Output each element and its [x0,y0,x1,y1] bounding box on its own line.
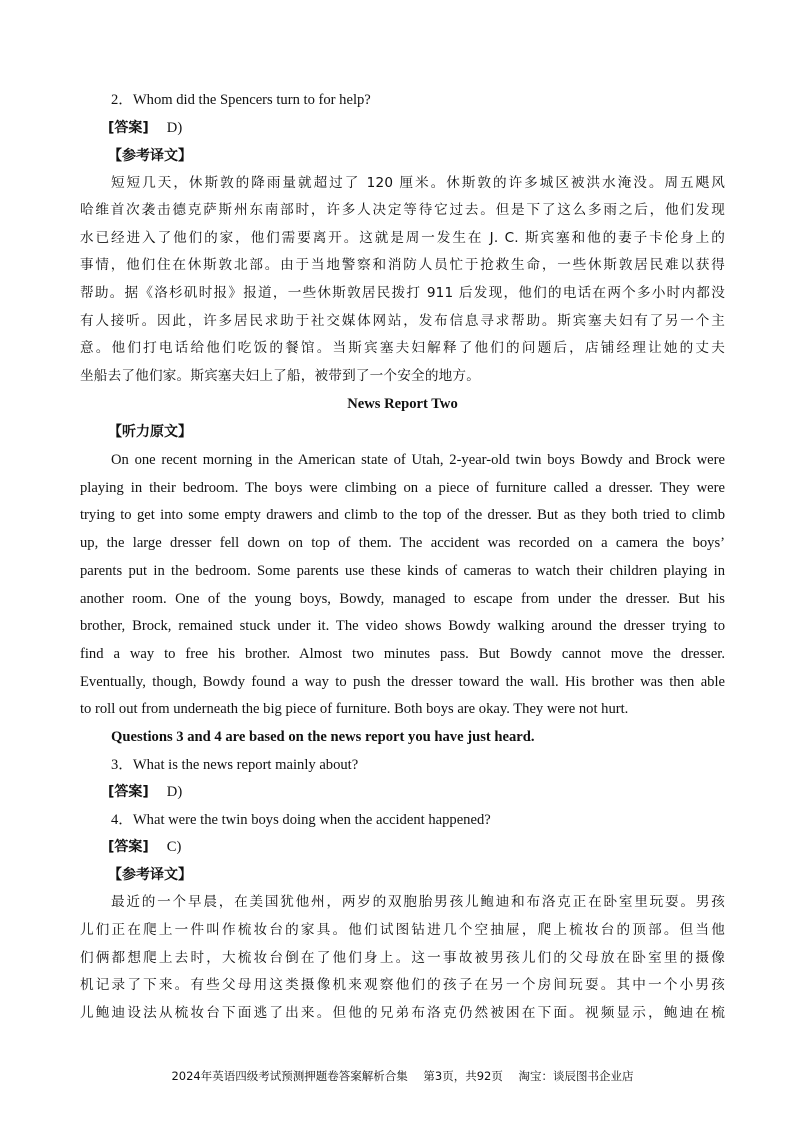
translation-line: 们俩都想爬上去时，大梳妆台倒在了他们身上。这一事故被男孩儿们的父母放在卧室里的摄像 [80,950,725,966]
transcript-line: brother, Brock, remained stuck under it. The video shows Bowdy walking around the dresser trying to [80,618,725,634]
answer-value: D) [166,784,183,800]
transcript-line: parents put in the bedroom. Some parents use these kinds of cameras to watch their children playing in [80,563,725,579]
questions-header: Questions 3 and 4 are based on the news report you have just heard. [111,729,535,745]
answer-value: D) [166,120,183,136]
transcript-line: up, the large dresser fell down on top of them. The accident was recorded on a camera the boys’ [80,535,725,551]
transcript-line: On one recent morning in the American state of Utah, 2-year-old twin boys Bowdy and Brock were [111,452,725,468]
page-footer [0,1068,805,1084]
answer-label: [答案] [108,784,149,800]
answer-3 [108,782,753,803]
section-title: News Report Two [347,396,458,412]
translation-line: 机记录了下来。有些父母用这类摄像机来观察他们的孩子在另一个房间玩耍。其中一个小男孩 [80,977,725,993]
transcript-line: trying to get into some empty drawers and climb to the top of the dresser. But as they both tried to climb [80,507,725,523]
translation-heading: 【参考译文】 [108,867,192,883]
transcript-line: Eventually, though, Bowdy found a way to push the dresser toward the wall. His brother was then able [80,674,725,690]
translation-line: 儿们正在爬上一件叫作梳妆台的家具。他们试图钻进几个空抽屉，爬上梳妆台的顶部。但当他 [80,922,725,938]
footer-title: 2024年英语四级考试预测押题卷答案解析合集 [171,1069,408,1083]
transcript-line: to roll out from underneath the big piece of furniture. Both boys are okay. They were not hurt. [80,701,629,717]
translation-line: 哈维首次袭击德克萨斯州东南部时，许多人决定等待它过去。但是下了这么多雨之后，他们发现 [80,202,725,218]
answer-label: [答案] [108,120,149,136]
transcript-line: find a way to free his brother. Almost two minutes pass. But Bowdy cannot move the dresser. [80,646,725,662]
translation-line: 最近的一个早晨，在美国犹他州，两岁的双胞胎男孩儿鲍迪和布洛克正在卧室里玩耍。男孩 [111,894,725,910]
translation-line: 水已经进入了他们的家，他们需要离开。这就是周一发生在 J. C. 斯宾塞和他的妻子卡伦身上的 [80,230,725,246]
translation-line: 短短几天，休斯敦的降雨量就超过了 120 厘米。休斯敦的许多城区被洪水淹没。周五飓风 [111,175,725,191]
translation-line: 意。他们打电话给他们吃饭的餐馆。当斯宾塞夫妇解释了他们的问题后，店铺经理让她的丈夫 [80,340,725,356]
footer-shop: 淘宝：谈辰图书企业店 [518,1069,634,1083]
answer-4 [108,837,753,858]
transcript-line: another room. One of the young boys, Bowdy, managed to escape from under the dresser. But his [80,591,725,607]
translation-line: 有人接听。因此，许多居民求助于社交媒体网站，发布信息寻求帮助。斯宾塞夫妇有了另一个主 [80,313,725,329]
translation-line: 坐船去了他们家。斯宾塞夫妇上了船，被带到了一个安全的地方。 [80,368,481,384]
transcript-heading: 【听力原文】 [108,424,192,440]
question-3: 3．What is the news report mainly about? [111,757,359,773]
translation-line: 帮助。据《洛杉矶时报》报道，一些休斯敦居民拨打 911 后发现，他们的电话在两个多小时内都没 [80,285,725,301]
translation-heading: 【参考译文】 [108,148,192,164]
answer-2 [108,118,753,139]
translation-line: 儿鲍迪设法从梳妆台下面逃了出来。但他的兄弟布洛克仍然被困在下面。视频显示，鲍迪在梳 [80,1005,725,1021]
question-4: 4．What were the twin boys doing when the accident happened? [111,812,491,828]
footer-page-number: 第3页，共92页 [423,1069,503,1083]
answer-label: [答案] [108,839,149,855]
translation-line: 事情，他们住在休斯敦北部。由于当地警察和消防人员忙于抢救生命，一些休斯敦居民难以获得 [80,257,725,273]
transcript-line: playing in their bedroom. The boys were climbing on a piece of furniture called a dresser. They were [80,480,725,496]
answer-value: C) [166,839,182,855]
question-2: 2．Whom did the Spencers turn to for help? [111,92,371,108]
